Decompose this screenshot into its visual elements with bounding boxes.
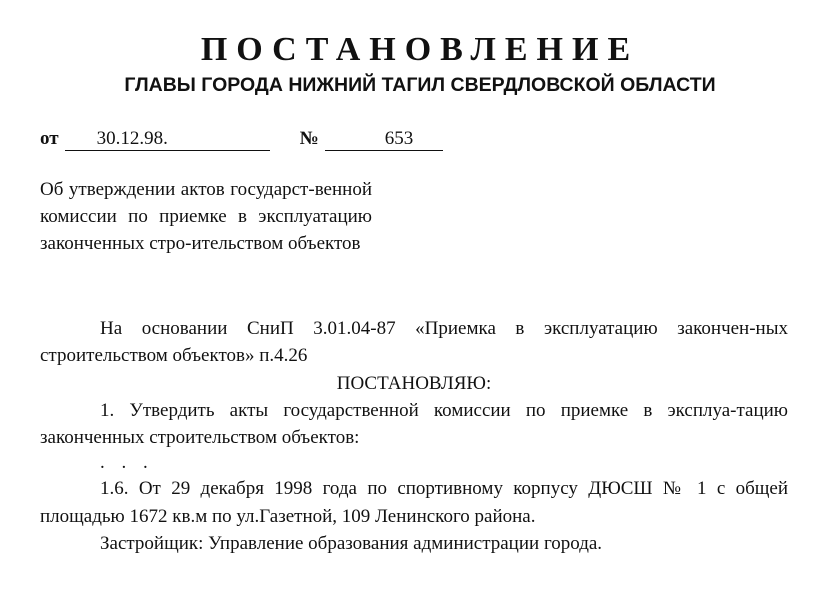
item-1-paragraph: 1. Утвердить акты государственной комиссии по приемке в эксплуа-тацию законченных строительством объектов: [40,399,788,449]
document-title: ПОСТАНОВЛЕНИЕ [200,31,640,68]
number-field: 653 [325,128,443,151]
developer-paragraph: Застройщик: Управление образования администрации города. [100,533,603,555]
date-label: от [40,128,59,149]
subject-heading: Об утверждении актов государст-венной комиссии по приемке в эксплуатацию законченных стро-ительством объектов [40,179,372,254]
reference-line [40,127,443,151]
ellipsis-line: . . . [100,452,154,474]
document-subtitle: ГЛАВЫ ГОРОДА НИЖНИЙ ТАГИЛ СВЕРДЛОВСКОЙ ОБЛАСТИ [124,74,716,96]
preamble-paragraph: На основании СниП 3.01.04-87 «Приемка в эксплуатацию закончен-ных строительством объектов» п.4.26 [40,318,788,367]
date-field: 30.12.98. [65,128,270,151]
item-1-6-paragraph: 1.6. От 29 декабря 1998 года по спортивному корпусу ДЮСШ № 1 с общей площадью 1672 кв.м по ул.Газетной, 109 Ленинского района. [40,478,788,527]
number-label: № [299,128,319,149]
document-body [40,315,788,557]
resolution-heading: ПОСТАНОВЛЯЮ: [336,372,492,394]
